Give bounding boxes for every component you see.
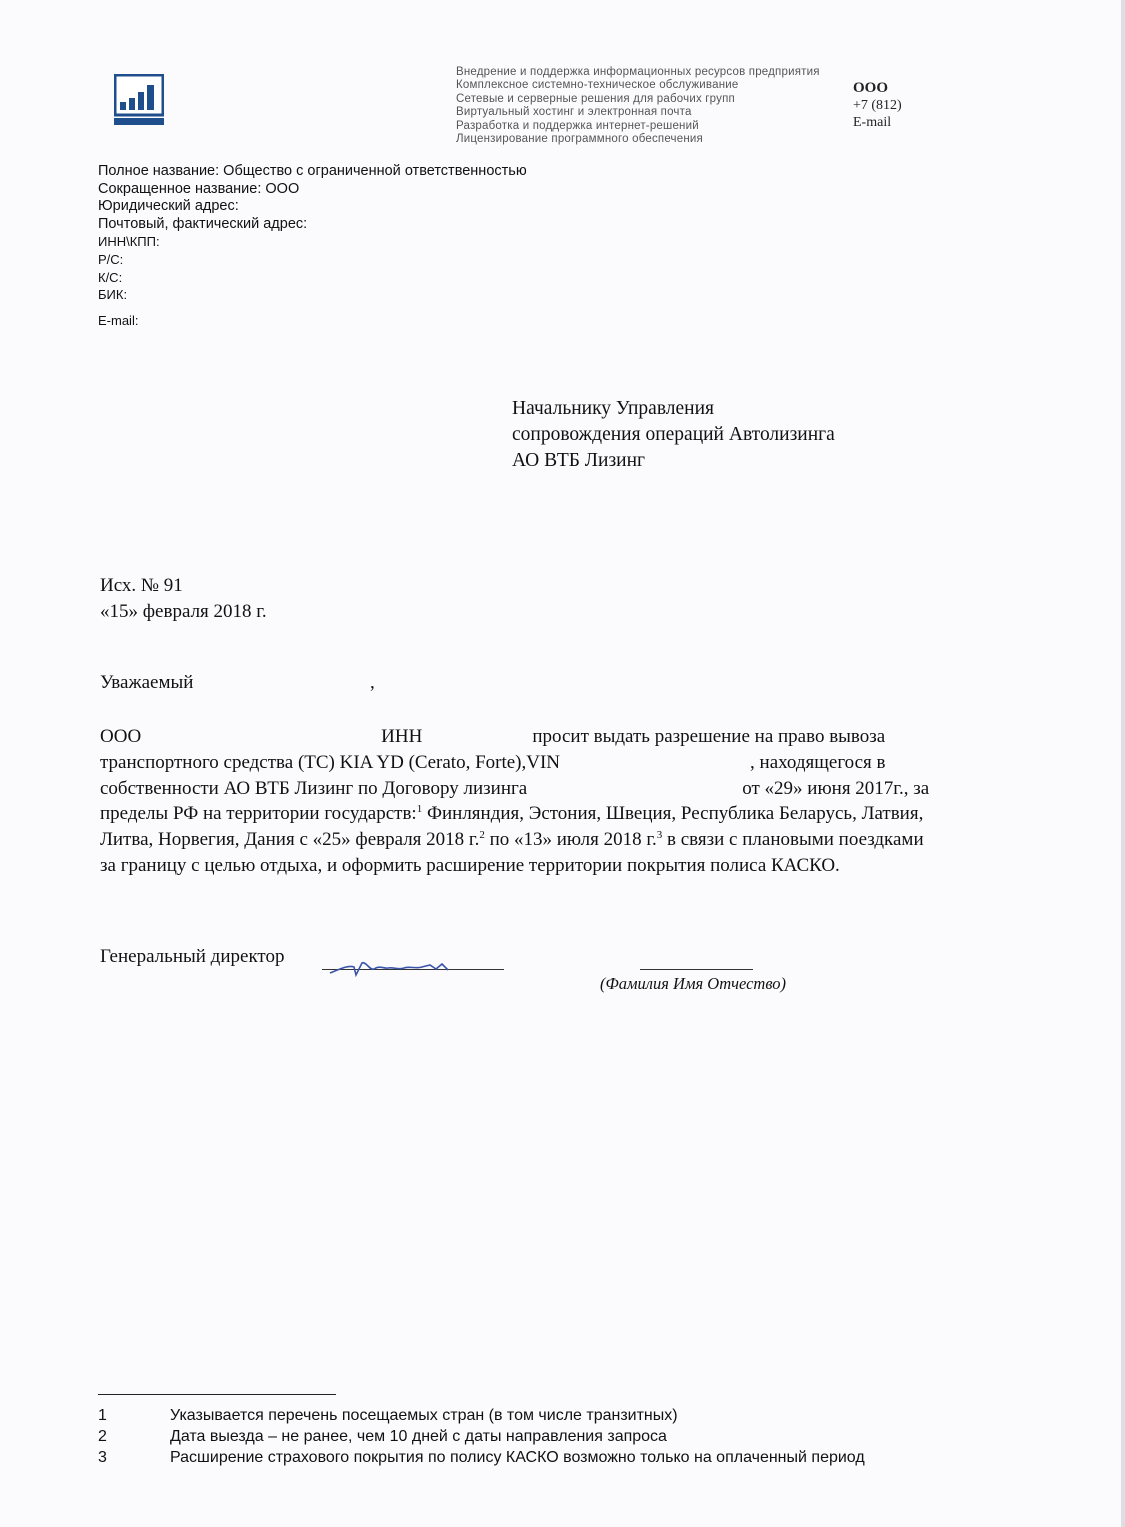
body-text-segment: Финляндия, Эстония, Швеция, Республика Беларусь, Латвия, (422, 803, 924, 825)
spacer (98, 304, 527, 312)
body-org: ООО (100, 726, 142, 747)
letterhead-email: E-mail (853, 115, 892, 130)
footnote-text: Дата выезда – не ранее, чем 10 дней с даты направления запроса (170, 1428, 667, 1445)
requisite-ks: К/С: (98, 269, 123, 285)
footnote-number: 1 (98, 1407, 107, 1424)
body-line-5 (100, 827, 929, 853)
body-text-segment: , находящегося в (750, 751, 886, 773)
footnote-ref: 1 (416, 803, 423, 816)
body-text-segment: транспортного средства (ТС) KIA YD (Cerato, Forte),VIN (100, 751, 561, 773)
requisite-inn-kpp: ИНН\КПП: (98, 234, 160, 250)
body-line-2 (100, 750, 929, 776)
outgoing-date: «15» февраля 2018 г. (100, 601, 267, 622)
requisite-legal-address: Юридический адрес: (98, 198, 239, 215)
outgoing-reference (100, 573, 267, 625)
service-line: Комплексное системно-техническое обслуживание (456, 79, 739, 92)
requisite-email: E-mail: (98, 312, 139, 328)
body-line-4 (100, 801, 929, 827)
requisite-bik: БИК: (98, 287, 128, 303)
letterhead-contact (853, 80, 902, 131)
signature-caption: (Фамилия Имя Отчество) (600, 974, 787, 993)
service-line: Сетевые и серверные решения для рабочих групп (456, 92, 735, 105)
body-text-segment: пределы РФ на территории государств: (100, 803, 417, 825)
service-line: Виртуальный хостинг и электронная почта (456, 106, 692, 119)
letterhead-org: ООО (853, 80, 889, 96)
body-line-6: за границу с целью отдыха, и оформить расширение территории покрытия полиса КАСКО. (100, 854, 840, 876)
body-inn: ИНН (381, 726, 423, 747)
service-line: Разработка и поддержка интернет-решений (456, 119, 699, 132)
letter-body (100, 724, 929, 879)
body-text-segment: в связи с плановыми поездками (662, 829, 924, 851)
letterhead-services (456, 66, 820, 146)
handwritten-signature (326, 955, 456, 979)
name-line (640, 969, 753, 970)
requisite-short-name: Сокращенное название: ООО (98, 180, 300, 197)
addressee-line: АО ВТБ Лизинг (512, 450, 646, 471)
body-request: просит выдать разрешение на право вывоза (532, 726, 886, 747)
service-line: Лицензирование программного обеспечения (456, 133, 703, 146)
addressee-line: сопровождения операций Автолизинга (512, 424, 835, 445)
signer-position: Генеральный директор (100, 946, 285, 967)
company-logo-icon (114, 74, 164, 126)
footnote-ref: 3 (656, 829, 663, 842)
body-line-1 (100, 724, 929, 750)
footnote-ref: 2 (479, 829, 485, 842)
requisite-rs: Р/С: (98, 251, 124, 267)
body-text-segment: от «29» июня 2017г., за (742, 777, 930, 799)
service-line: Внедрение и поддержка информационных ресурсов предприятия (456, 66, 820, 78)
greeting-comma: , (370, 672, 375, 693)
footnote-text: Указывается перечень посещаемых стран (в том числе транзитных) (170, 1407, 678, 1424)
footnote-number: 2 (98, 1428, 107, 1445)
footnote-text: Расширение страхового покрытия по полису КАСКО возможно только на оплаченный период (170, 1449, 865, 1466)
footnote-divider (98, 1394, 336, 1395)
addressee-line: Начальнику Управления (512, 398, 715, 419)
requisite-postal-address: Почтовый, фактический адрес: (98, 215, 308, 232)
addressee-block (512, 396, 835, 474)
body-text-segment: по «13» июля 2018 г. (484, 829, 657, 851)
requisite-full-name: Полное название: Общество с ограниченной ответственностью (98, 163, 527, 179)
footnote-number: 3 (98, 1449, 107, 1466)
greeting: Уважаемый (100, 672, 194, 693)
letterhead-phone: +7 (812) (853, 98, 902, 113)
body-line-3 (100, 776, 929, 802)
body-text-segment: собственности АО ВТБ Лизинг по Договору лизинга (100, 777, 528, 799)
body-text-segment: Литва, Норвегия, Дания с «25» февраля 2018 г. (100, 829, 480, 851)
outgoing-number: Исх. № 91 (100, 575, 183, 596)
company-requisites (98, 163, 527, 329)
